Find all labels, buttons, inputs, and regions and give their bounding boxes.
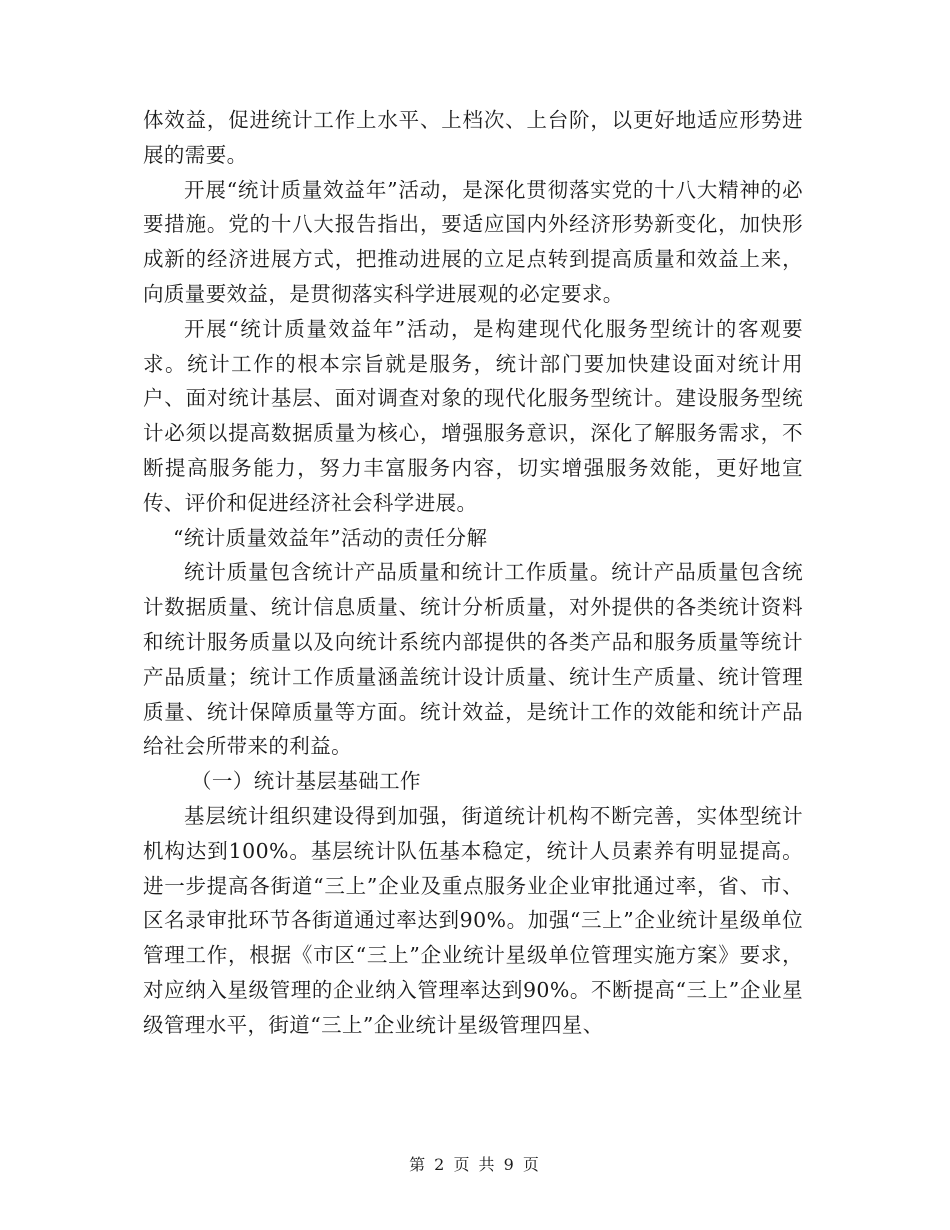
paragraph-service-statistics: 开展“统计质量效益年”活动，是构建现代化服务型统计的客观要求。统计工作的根本宗旨就是服务，统计部门要加快建设面对统计用户、面对统计基层、面对调查对象的现代化服务型统计。建设服务型统计必须以提高数据质量为核心，增强服务意识，深化了解服务需求，不断提高服务能力，努力丰富服务内容，切实增强服务效能，更好地宣传、评价和促进经济社会科学进展。: [143, 316, 803, 515]
page-number-footer: 第 2 页 共 9 页: [409, 1155, 541, 1174]
subsection-heading-grassroots: （一）统计基层基础工作: [191, 769, 421, 794]
paragraph-grassroots-work: 基层统计组织建设得到加强，街道统计机构不断完善，实体型统计机构达到100%。基层统计队伍基本稳定，统计人员素养有明显提高。进一步提高各街道“三上”企业及重点服务业企业审批通过率，省、市、区名录审批环节各街道通过率达到90%。加强“三上”企业统计星级单位管理工作，根据《市区“三上”企业统计星级单位管理实施方案》要求，对应纳入星级管理的企业纳入管理率达到90%。不断提高“三上”企业星级管理水平，街道“三上”企业统计星级管理四星、: [143, 803, 803, 1037]
document-body: [143, 103, 803, 1043]
section-heading-responsibility: “统计质量效益年”活动的责任分解: [173, 525, 488, 550]
paragraph-quality-definition: 统计质量包含统计产品质量和统计工作质量。统计产品质量包含统计数据质量、统计信息质量、统计分析质量，对外提供的各类统计资料和统计服务质量以及向统计系统内部提供的各类产品和服务质量等统计产品质量；统计工作质量涵盖统计设计质量、统计生产质量、统计管理质量、统计保障质量等方面。统计效益，是统计工作的效能和统计产品给社会所带来的利益。: [143, 560, 803, 759]
paragraph-necessary-measure: 开展“统计质量效益年”活动，是深化贯彻落实党的十八大精神的必要措施。党的十八大报告指出，要适应国内外经济形势新变化，加快形成新的经济进展方式，把推动进展的立足点转到提高质量和效益上来，向质量要效益，是贯彻落实科学进展观的必定要求。: [143, 177, 803, 306]
paragraph-intro-continuation: 体效益，促进统计工作上水平、上档次、上台阶，以更好地适应形势进展的需要。: [143, 108, 803, 167]
